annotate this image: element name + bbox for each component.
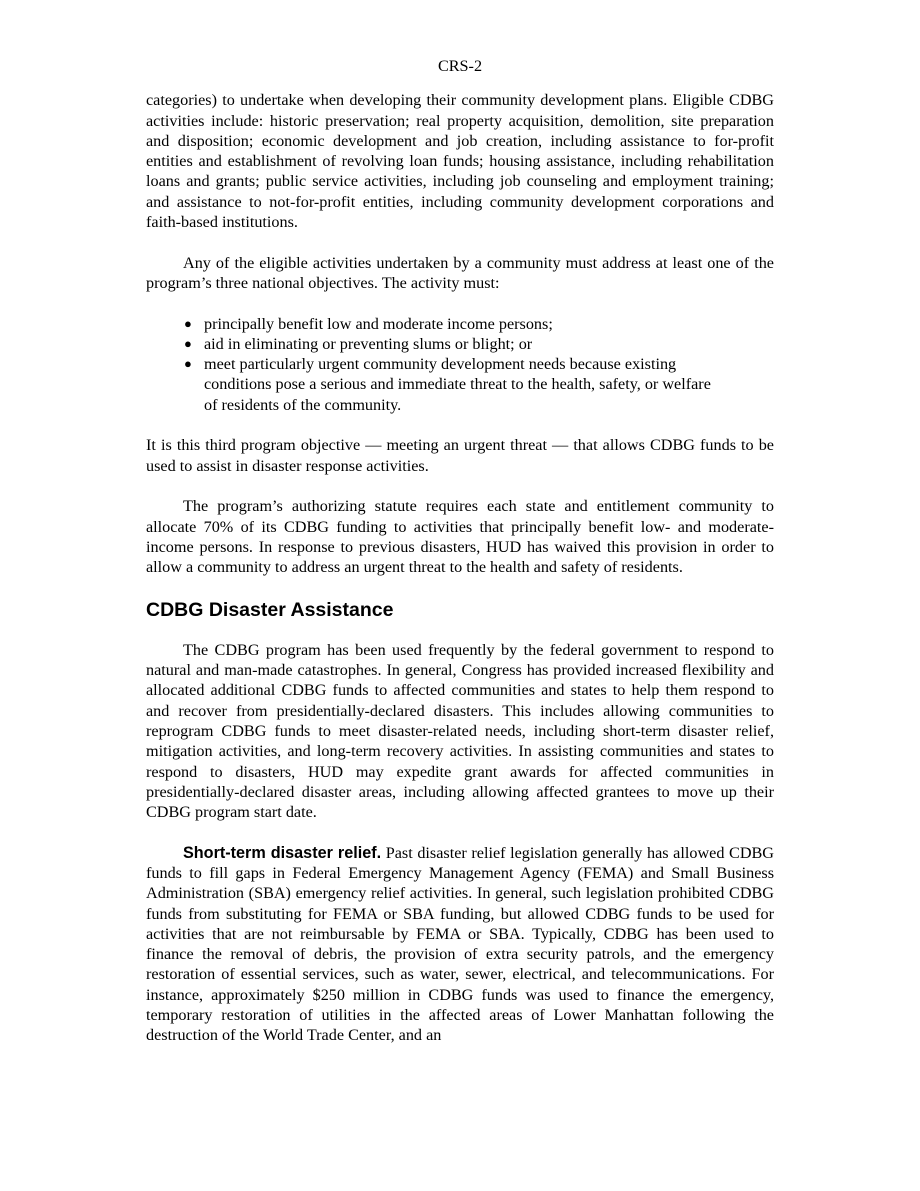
bullet-icon: ● — [184, 335, 192, 351]
list-item-text: meet particularly urgent community development needs because existing conditions pose a serious and immediate threat to the health, safety, or welfare of residents of the community. — [204, 355, 711, 414]
section-heading: CDBG Disaster Assistance — [146, 598, 394, 621]
paragraph-short-term-relief — [146, 843, 774, 1046]
page-number: CRS-2 — [437, 57, 483, 75]
paragraph-national-objectives: Any of the eligible activities undertaken by a community must address at least one of the program’s three national objectives. The activity must: — [146, 253, 774, 292]
list-item — [184, 314, 719, 334]
paragraph-authorizing-statute: The program’s authorizing statute requires each state and entitlement community to allocate 70% of its CDBG funding to activities that principally benefit low- and moderate-income persons. In response to previous disasters, HUD has waived this provision in order to allow a community to address an urgent threat to the health and safety of residents. — [146, 497, 774, 577]
list-item — [184, 354, 719, 415]
document-page — [146, 56, 774, 1066]
paragraph-urgent-threat: It is this third program objective — meeting an urgent threat — that allows CDBG funds to be used to assist in disaster response activities. — [146, 436, 774, 475]
paragraph-disaster-assistance: The CDBG program has been used frequently by the federal government to respond to natural and man-made catastrophes. In general, Congress has provided increased flexibility and allocated additional CDBG funds to affected communities and states to help them respond to and recover from presidentially-declared disasters. This includes allowing communities to reprogram CDBG funds to meet disaster-related needs, including short-term disaster relief, mitigation activities, and long-term recovery activities. In assisting communities and states to respond to disasters, HUD may expedite grant awards for affected communities in presidentially-declared disaster areas, including allowing affected grantees to move up their CDBG program start date. — [146, 640, 774, 822]
bullet-icon: ● — [184, 356, 192, 372]
run-in-heading: Short-term disaster relief. — [183, 843, 382, 862]
national-objectives-list — [146, 314, 719, 415]
list-item-text: principally benefit low and moderate income persons; — [204, 314, 553, 333]
list-item-text: aid in eliminating or preventing slums or blight; or — [204, 334, 533, 353]
bullet-icon: ● — [184, 315, 192, 331]
paragraph-body: Past disaster relief legislation generally has allowed CDBG funds to fill gaps in Federal Emergency Management Agency (FEMA) and Small Business Administration (SBA) emergency relief activities. In general, such legislation prohibited CDBG funds from substituting for FEMA or SBA funding, but allowed CDBG funds to be used for activities that are not reimbursable by FEMA or SBA. Typically, CDBG has been used to finance the removal of debris, the provision of extra security patrols, and the emergency restoration of essential services, such as water, sewer, electrical, and telecommunications. For instance, approximately $250 million in CDBG funds was used to finance the emergency, temporary restoration of utilities in the affected areas of Lower Manhattan following the destruction of the World Trade Center, and an — [146, 843, 774, 1045]
paragraph-eligible-activities: categories) to undertake when developing their community development plans. Eligible CDBG activities include: historic preservation; real property acquisition, demolition, site preparation and disposition; economic development and job creation, including assistance to for-profit entities and establishment of revolving loan funds; housing assistance, including rehabilitation loans and grants; public service activities, including job counseling and employment training; and assistance to not-for-profit entities, including community development corporations and faith-based institutions. — [146, 91, 774, 232]
list-item — [184, 334, 719, 354]
